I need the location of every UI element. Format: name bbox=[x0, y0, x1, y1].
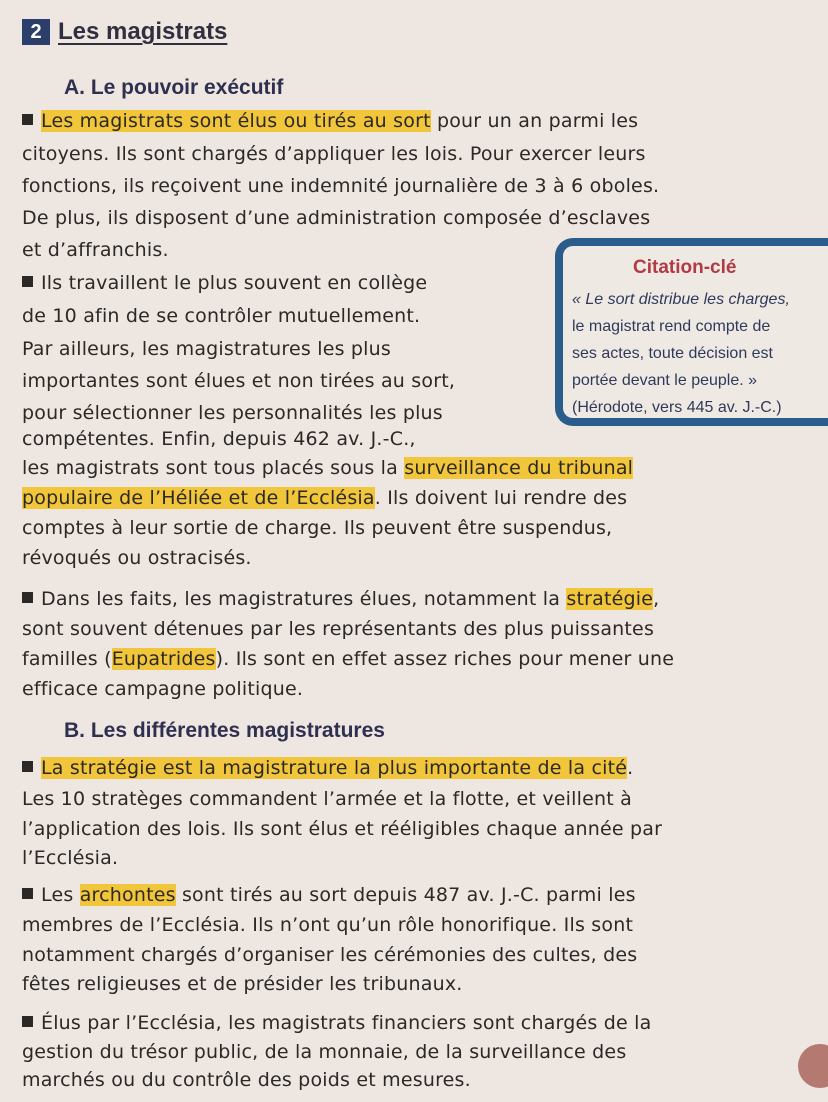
bullet-icon bbox=[22, 276, 33, 287]
highlight: Eupatrides bbox=[111, 648, 216, 670]
bullet-icon bbox=[22, 1016, 33, 1027]
p2-line-7 bbox=[22, 457, 633, 479]
bullet-icon bbox=[22, 761, 33, 772]
subtitle-a: A. Le pouvoir exécutif bbox=[64, 76, 284, 99]
p3-line-2: sont souvent détenues par les représentants des plus puissantes bbox=[22, 618, 655, 640]
text: familles ( bbox=[22, 648, 112, 670]
p4-line-1 bbox=[22, 757, 633, 779]
p5-line-2: membres de l’Ecclésia. Ils n’ont qu’un rôle honorifique. Ils sont bbox=[22, 914, 634, 936]
p5-line-4: fêtes religieuses et de présider les tribunaux. bbox=[22, 973, 463, 995]
p2-line-5: pour sélectionner les personnalités les plus bbox=[22, 402, 443, 424]
text: sont tirés au sort depuis 487 av. J.-C. parmi les bbox=[175, 884, 636, 906]
p1-line-1 bbox=[22, 110, 638, 132]
highlight: archontes bbox=[79, 884, 176, 906]
quote-line-1: « Le sort distribue les charges, bbox=[572, 291, 790, 308]
p4-line-2: Les 10 stratèges commandent l’armée et la flotte, et veillent à bbox=[22, 788, 632, 810]
quote-source: (Hérodote, vers 445 av. J.-C.) bbox=[572, 399, 782, 416]
bullet-icon bbox=[22, 592, 33, 603]
text: ). Ils sont en effet assez riches pour mener une bbox=[215, 648, 675, 670]
text: . bbox=[627, 757, 634, 779]
p1-line-3: fonctions, ils reçoivent une indemnité journalière de 3 à 6 oboles. bbox=[22, 175, 660, 197]
text: les magistrats sont tous placés sous la bbox=[22, 457, 405, 479]
p2-line-6: compétentes. Enfin, depuis 462 av. J.-C., bbox=[22, 428, 416, 450]
p2-line-3: Par ailleurs, les magistratures les plus bbox=[22, 338, 391, 360]
quote-title: Citation-clé bbox=[633, 257, 737, 278]
highlight: La stratégie est la magistrature la plus importante de la cité bbox=[41, 757, 628, 779]
highlight: stratégie bbox=[566, 588, 654, 610]
p1-line-5: et d’affranchis. bbox=[22, 239, 169, 261]
p2-line-10: révoqués ou ostracisés. bbox=[22, 547, 252, 569]
text: Les bbox=[41, 884, 80, 906]
text: Élus par l’Ecclésia, les magistrats financiers sont chargés de la bbox=[41, 1012, 652, 1034]
p5-line-3: notamment chargés d’organiser les cérémonies des cultes, des bbox=[22, 944, 638, 966]
text: . Ils doivent lui rendre des bbox=[374, 487, 628, 509]
section-title: Les magistrats bbox=[58, 18, 228, 45]
text: Ils travaillent le plus souvent en collège bbox=[41, 272, 428, 294]
section-number: 2 bbox=[22, 19, 50, 45]
p3-line-4: efficace campagne politique. bbox=[22, 678, 304, 700]
p3-line-3 bbox=[22, 648, 674, 670]
p6-line-3: marchés ou du contrôle des poids et mesures. bbox=[22, 1069, 471, 1091]
text: , bbox=[653, 588, 660, 610]
p6-line-1 bbox=[22, 1012, 651, 1034]
bullet-icon bbox=[22, 114, 33, 125]
p4-line-3: l’application des lois. Ils sont élus et rééligibles chaque année par bbox=[22, 818, 663, 840]
p6-line-2: gestion du trésor public, de la monnaie, de la surveillance des bbox=[22, 1041, 627, 1063]
p1-line-4: De plus, ils disposent d’une administration composée d’esclaves bbox=[22, 207, 651, 229]
quote-line-2: le magistrat rend compte de bbox=[572, 318, 771, 335]
p2-line-9: comptes à leur sortie de charge. Ils peuvent être suspendus, bbox=[22, 517, 613, 539]
p2-line-1 bbox=[22, 272, 427, 294]
bullet-icon bbox=[22, 888, 33, 899]
subtitle-b: B. Les différentes magistratures bbox=[64, 719, 385, 742]
p5-line-1 bbox=[22, 884, 636, 906]
section-heading bbox=[22, 18, 227, 46]
highlight: surveillance du tribunal bbox=[404, 457, 634, 479]
p3-line-1 bbox=[22, 588, 659, 610]
highlight: populaire de l’Héliée et de l’Ecclésia bbox=[22, 487, 375, 509]
decorative-sticker bbox=[798, 1044, 828, 1088]
quote-line-4: portée devant le peuple. » bbox=[572, 372, 758, 389]
text: pour un an parmi les bbox=[430, 110, 639, 132]
quote-line-3: ses actes, toute décision est bbox=[572, 345, 773, 362]
p2-line-8 bbox=[22, 487, 627, 509]
p4-line-4: l’Ecclésia. bbox=[22, 847, 119, 869]
highlight: Les magistrats sont élus ou tirés au sort bbox=[41, 110, 431, 132]
p2-line-4: importantes sont élues et non tirées au sort, bbox=[22, 370, 456, 392]
p2-line-2: de 10 afin de se contrôler mutuellement. bbox=[22, 305, 421, 327]
text: Dans les faits, les magistratures élues, notamment la bbox=[41, 588, 567, 610]
p1-line-2: citoyens. Ils sont chargés d’appliquer les lois. Pour exercer leurs bbox=[22, 143, 646, 165]
